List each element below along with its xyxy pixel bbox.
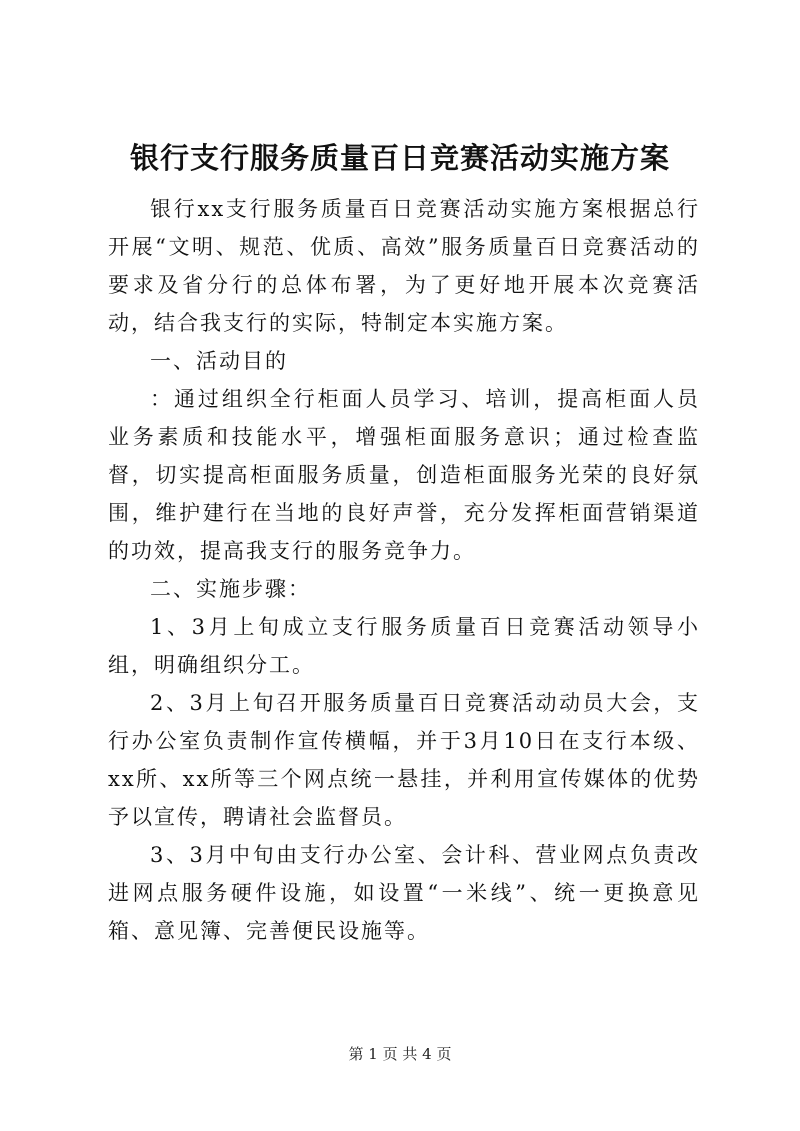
step-2-paragraph: 2、3月上旬召开服务质量百日竞赛活动动员大会，支行办公室负责制作宣传横幅，并于3月10日在支行本级、xx所、xx所等三个网点统一悬挂，并利用宣传媒体的优势予以宣传，聘请社会监督员。 xyxy=(108,691,700,829)
purpose-paragraph: ：通过组织全行柜面人员学习、培训，提高柜面人员业务素质和技能水平，增强柜面服务意识；通过检查监督，切实提高柜面服务质量，创造柜面服务光荣的良好氛围，维护建行在当地的良好声誉，充分发挥柜面营销渠道的功效，提高我支行的服务竞争力。 xyxy=(108,387,700,563)
document-title: 银行支行服务质量百日竞赛活动实施方案 xyxy=(129,141,670,175)
section-heading-purpose: 一、活动目的 xyxy=(150,349,288,373)
page-number-footer: 第 1 页 共 4 页 xyxy=(348,1045,452,1063)
intro-paragraph: 银行xx支行服务质量百日竞赛活动实施方案根据总行开展“文明、规范、优质、高效”服务质量百日竞赛活动的要求及省分行的总体布署，为了更好地开展本次竞赛活动，结合我支行的实际，特制定本实施方案。 xyxy=(108,197,700,335)
document-body xyxy=(108,190,700,950)
section-heading-steps: 二、实施步骤： xyxy=(150,577,311,601)
step-1-paragraph: 1、3月上旬成立支行服务质量百日竞赛活动领导小组，明确组织分工。 xyxy=(108,615,700,677)
step-3-paragraph: 3、3月中旬由支行办公室、会计科、营业网点负责改进网点服务硬件设施，如设置“一米线”、统一更换意见箱、意见簿、完善便民设施等。 xyxy=(108,843,700,943)
